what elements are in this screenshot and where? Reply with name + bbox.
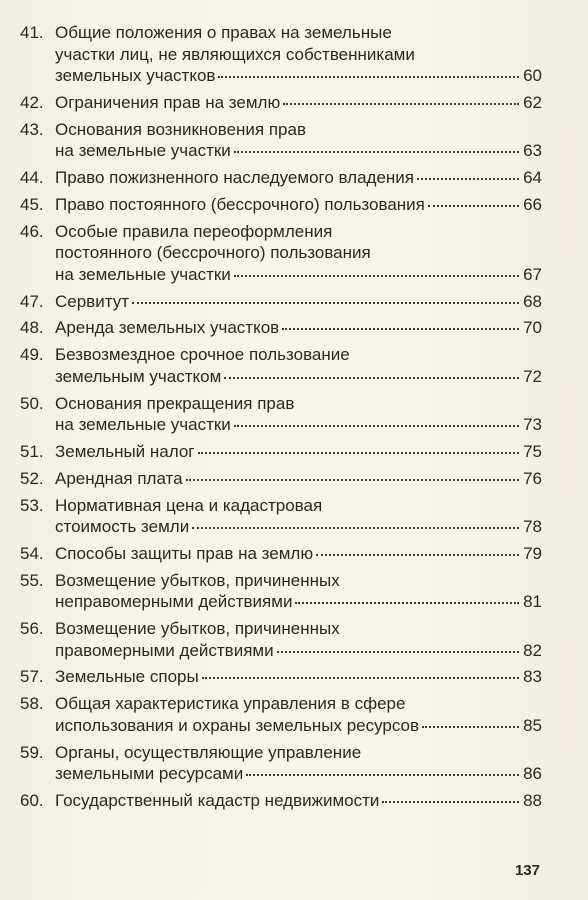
toc-entry-body bbox=[52, 790, 542, 812]
toc-entry-title-line: Особые правила переоформления bbox=[55, 221, 333, 241]
toc-entry bbox=[20, 167, 542, 189]
dot-leader bbox=[417, 177, 519, 180]
dot-leader bbox=[192, 526, 519, 529]
toc-entry bbox=[20, 790, 542, 812]
toc-entry-body bbox=[52, 666, 542, 688]
toc-entry-number: 54. bbox=[20, 543, 44, 563]
toc-entry-final-line bbox=[55, 140, 542, 162]
toc-entry bbox=[20, 693, 542, 736]
toc-entry-page: 78 bbox=[523, 517, 542, 537]
toc-entry-final-line bbox=[55, 92, 542, 114]
toc-entry-title-line: Органы, осуществляющие управление bbox=[55, 742, 362, 762]
toc-entry-title-line: Земельные споры bbox=[55, 667, 199, 687]
toc-entry-final-line bbox=[55, 666, 542, 688]
toc-entry-title-line: Общие положения о правах на земельные bbox=[55, 23, 392, 42]
toc-entry-title-line: на земельные участки bbox=[55, 264, 231, 284]
toc-entry-page: 60 bbox=[523, 66, 542, 86]
toc-entry-title-line: Нормативная цена и кадастровая bbox=[55, 495, 323, 515]
toc-entry-body bbox=[52, 317, 542, 339]
toc-entry-title-line: неправомерными действиями bbox=[55, 592, 293, 612]
table-of-contents bbox=[20, 22, 542, 817]
toc-entry-number: 49. bbox=[20, 345, 44, 365]
toc-entry-final-line bbox=[55, 317, 542, 339]
toc-entry-page: 64 bbox=[523, 168, 542, 188]
toc-entry-page: 76 bbox=[523, 468, 542, 488]
toc-entry-final-line bbox=[55, 194, 542, 216]
toc-entry bbox=[20, 618, 542, 661]
toc-entry-title-line: Основания прекращения прав bbox=[55, 393, 295, 413]
dot-leader bbox=[422, 725, 519, 728]
toc-entry bbox=[20, 666, 542, 688]
toc-entry-title-line: на земельные участки bbox=[55, 415, 231, 435]
toc-entry-number: 58. bbox=[20, 694, 44, 714]
toc-entry bbox=[20, 495, 542, 538]
toc-entry-final-line bbox=[55, 715, 542, 737]
toc-entry-final-line bbox=[55, 468, 542, 490]
toc-entry-final-line bbox=[55, 264, 542, 286]
toc-entry-title-line: Арендная плата bbox=[55, 468, 183, 488]
toc-entry-final-line bbox=[55, 543, 542, 565]
toc-entry-body bbox=[52, 119, 542, 162]
dot-leader bbox=[283, 102, 519, 105]
toc-entry-body bbox=[52, 92, 542, 114]
dot-leader bbox=[382, 800, 519, 803]
dot-leader bbox=[234, 424, 519, 427]
toc-entry bbox=[20, 344, 542, 387]
toc-entry-number: 55. bbox=[20, 570, 44, 590]
dot-leader bbox=[132, 301, 519, 304]
toc-entry bbox=[20, 543, 542, 565]
toc-entry-title-line: стоимость земли bbox=[55, 517, 190, 537]
toc-entry-final-line bbox=[55, 366, 542, 388]
toc-entry-number: 43. bbox=[20, 119, 44, 139]
toc-entry-title-line: Право постоянного (бессрочного) пользования bbox=[55, 194, 425, 214]
page-number: 137 bbox=[514, 862, 540, 879]
toc-entry-page: 66 bbox=[523, 194, 542, 214]
toc-entry-title-line: Способы защиты прав на землю bbox=[55, 543, 314, 563]
toc-entry bbox=[20, 317, 542, 339]
toc-entry-number: 46. bbox=[20, 221, 44, 241]
toc-entry-final-line bbox=[55, 441, 542, 463]
toc-entry-body bbox=[52, 495, 542, 538]
dot-leader bbox=[246, 773, 519, 776]
dot-leader bbox=[282, 327, 519, 330]
dot-leader bbox=[316, 553, 519, 556]
toc-entry-final-line bbox=[55, 591, 542, 613]
toc-entry-page: 70 bbox=[523, 318, 542, 338]
toc-entry-number: 51. bbox=[20, 441, 44, 461]
toc-entry bbox=[20, 22, 542, 87]
toc-entry-number: 56. bbox=[20, 619, 44, 639]
toc-entry-page: 86 bbox=[523, 764, 542, 784]
dot-leader bbox=[224, 376, 519, 379]
toc-entry-body bbox=[52, 167, 542, 189]
toc-entry-page: 72 bbox=[523, 366, 542, 386]
toc-entry-page: 82 bbox=[523, 640, 542, 660]
toc-entry-final-line bbox=[55, 291, 542, 313]
toc-entry bbox=[20, 393, 542, 436]
toc-entry-page: 75 bbox=[523, 441, 542, 461]
toc-entry-title-line: земельными ресурсами bbox=[55, 764, 244, 784]
toc-entry-body bbox=[52, 393, 542, 436]
dot-leader bbox=[186, 478, 519, 481]
toc-entry-body bbox=[52, 221, 542, 286]
toc-entry-page: 63 bbox=[523, 141, 542, 161]
toc-entry-body bbox=[52, 22, 542, 87]
toc-entry-title-line: Безвозмездное срочное пользование bbox=[55, 345, 350, 365]
toc-entry-body bbox=[52, 693, 542, 736]
toc-entry bbox=[20, 119, 542, 162]
toc-entry-final-line bbox=[55, 167, 542, 189]
toc-entry-title-line: Ограничения прав на землю bbox=[55, 92, 281, 112]
dot-leader bbox=[202, 676, 519, 679]
toc-entry-final-line bbox=[55, 640, 542, 662]
toc-entry-title-line: Возмещение убытков, причиненных bbox=[55, 619, 340, 639]
toc-entry-title-line: Государственный кадастр недвижимости bbox=[55, 790, 380, 810]
toc-entry-page: 79 bbox=[523, 543, 542, 563]
dot-leader bbox=[428, 204, 519, 207]
dot-leader bbox=[234, 150, 519, 153]
toc-entry-page: 88 bbox=[523, 790, 542, 810]
toc-entry-final-line bbox=[55, 65, 542, 87]
dot-leader bbox=[234, 274, 519, 277]
toc-entry-final-line bbox=[55, 516, 542, 538]
toc-entry-number: 41. bbox=[20, 23, 44, 42]
toc-entry-body bbox=[52, 618, 542, 661]
toc-entry-body bbox=[52, 344, 542, 387]
toc-entry bbox=[20, 291, 542, 313]
toc-entry-final-line bbox=[55, 790, 542, 812]
toc-entry-number: 52. bbox=[20, 468, 44, 488]
dot-leader bbox=[218, 75, 519, 78]
toc-entry-number: 53. bbox=[20, 495, 44, 515]
toc-entry-body bbox=[52, 441, 542, 463]
toc-entry-title-line: земельным участком bbox=[55, 366, 222, 386]
toc-entry bbox=[20, 742, 542, 785]
toc-entry-number: 45. bbox=[20, 194, 44, 214]
toc-entry-number: 60. bbox=[20, 790, 44, 810]
toc-entry-number: 47. bbox=[20, 291, 44, 311]
toc-entry-page: 81 bbox=[523, 592, 542, 612]
toc-entry-number: 48. bbox=[20, 318, 44, 338]
toc-entry-number: 42. bbox=[20, 92, 44, 112]
toc-entry bbox=[20, 441, 542, 463]
toc-entry-title-line: постоянного (бессрочного) пользования bbox=[55, 243, 371, 263]
toc-entry-title-line: Земельный налог bbox=[55, 441, 195, 461]
dot-leader bbox=[295, 601, 519, 604]
toc-entry-body bbox=[52, 291, 542, 313]
toc-entry-page: 68 bbox=[523, 291, 542, 311]
toc-entry-number: 50. bbox=[20, 393, 44, 413]
toc-entry bbox=[20, 92, 542, 114]
toc-entry-body bbox=[52, 194, 542, 216]
toc-entry-title-line: Основания возникновения прав bbox=[55, 119, 306, 139]
toc-entry-number: 57. bbox=[20, 667, 44, 687]
toc-entry-title-line: земельных участков bbox=[55, 66, 216, 86]
toc-entry-number: 59. bbox=[20, 742, 44, 762]
toc-entry bbox=[20, 468, 542, 490]
toc-entry-title-line: Право пожизненного наследуемого владения bbox=[55, 168, 415, 188]
toc-entry-title-line: Сервитут bbox=[55, 291, 129, 311]
toc-entry-page: 62 bbox=[523, 92, 542, 112]
toc-entry-final-line bbox=[55, 414, 542, 436]
toc-entry-body bbox=[52, 742, 542, 785]
toc-entry-page: 73 bbox=[523, 415, 542, 435]
dot-leader bbox=[277, 650, 519, 653]
toc-entry-title-line: участки лиц, не являющихся собственниками bbox=[55, 44, 415, 64]
toc-entry-body bbox=[52, 468, 542, 490]
toc-entry-title-line: Аренда земельных участков bbox=[55, 318, 280, 338]
dot-leader bbox=[198, 451, 520, 454]
toc-entry-body bbox=[52, 543, 542, 565]
toc-entry-number: 44. bbox=[20, 168, 44, 188]
toc-entry-title-line: Возмещение убытков, причиненных bbox=[55, 570, 340, 590]
toc-entry-page: 67 bbox=[523, 264, 542, 284]
toc-entry bbox=[20, 194, 542, 216]
toc-entry-title-line: использования и охраны земельных ресурсов bbox=[55, 715, 420, 735]
toc-entry-page: 85 bbox=[523, 715, 542, 735]
toc-entry-title-line: на земельные участки bbox=[55, 141, 231, 161]
toc-entry-page: 83 bbox=[523, 667, 542, 687]
toc-entry-title-line: правомерными действиями bbox=[55, 640, 274, 660]
toc-entry bbox=[20, 570, 542, 613]
toc-entry-body bbox=[52, 570, 542, 613]
toc-entry bbox=[20, 221, 542, 286]
toc-entry-final-line bbox=[55, 763, 542, 785]
toc-entry-title-line: Общая характеристика управления в сфере bbox=[55, 694, 406, 714]
